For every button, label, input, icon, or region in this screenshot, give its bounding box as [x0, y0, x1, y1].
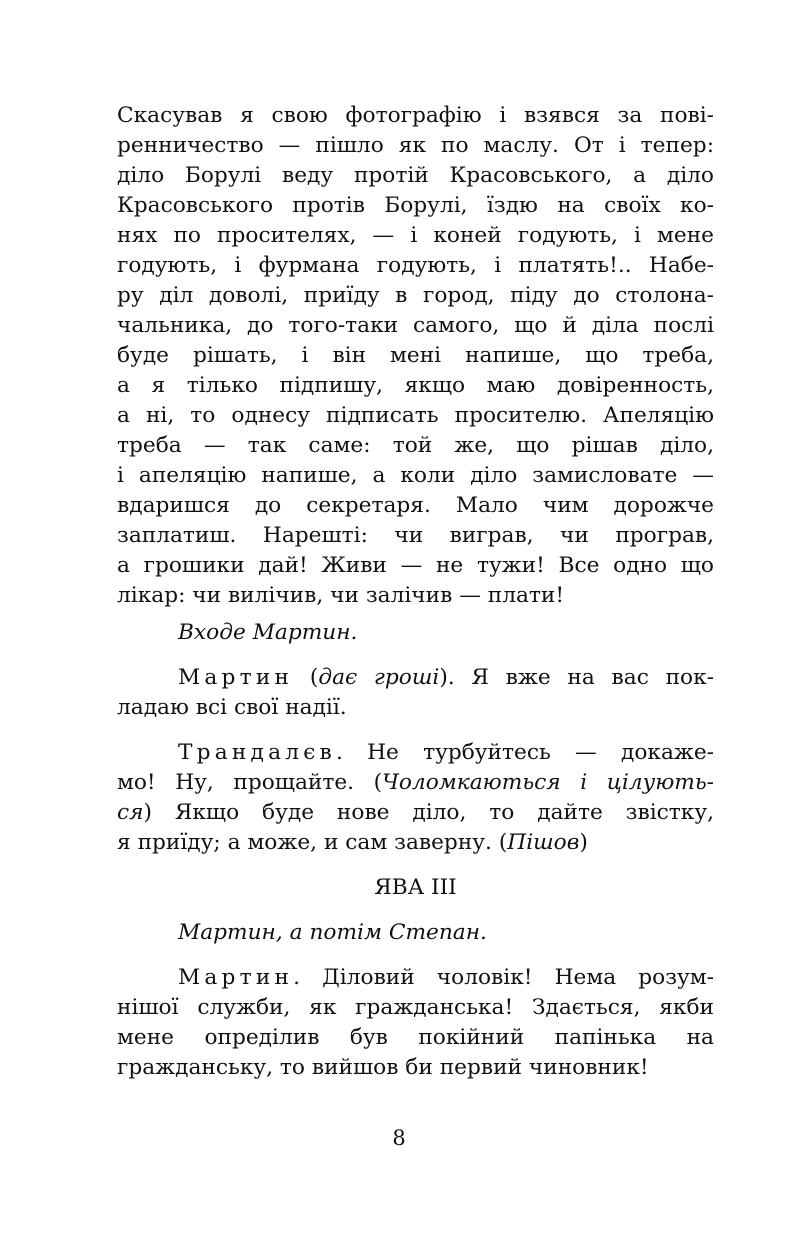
- text-line: [178, 663, 714, 693]
- speaker-name: Мартин: [178, 965, 294, 990]
- speech-text: ) Якщо буде нове діло, то дайте звістку,: [143, 800, 714, 825]
- text-line: ладаю всі свої надії.: [117, 695, 347, 720]
- text-line: [117, 798, 714, 828]
- page-number: 8: [392, 1126, 406, 1150]
- speech-text: . Не турбуйтесь — докаже-: [335, 740, 714, 765]
- text-line: нішої служби, як гражданська! Здається, якби: [117, 995, 714, 1020]
- text-line: вдаришся до секретаря. Мало чим дорожче: [117, 493, 714, 518]
- text-line: а ні, то однесу підписать просителю. Апеляцію: [117, 403, 714, 428]
- direction-open: (: [293, 665, 319, 690]
- text-line: [117, 828, 714, 858]
- text-line: а я тілько підпишу, якщо маю довіренность,: [117, 373, 714, 398]
- text-line: годують, і фурмана годують, і платять!.. Набе-: [117, 253, 714, 278]
- text-line: ренничество — пішло як по маслу. От і тепер:: [117, 133, 714, 158]
- text-line: [178, 738, 714, 768]
- text-line: а грошики дай! Живи — не тужи! Все одно що: [117, 553, 714, 578]
- stage-direction-inline: Пішов: [507, 830, 580, 855]
- speaker-name: Мартин: [178, 665, 294, 690]
- stage-direction-text: Входе Мартин.: [178, 620, 358, 645]
- stage-direction-text: Мартин, а потім Степан.: [178, 920, 487, 945]
- stage-direction-inline: Чоломкаються і цілують-: [382, 770, 714, 795]
- speech-text: мо! Ну, прощайте. (: [117, 770, 383, 795]
- text-line: діло Борулі веду протій Красовського, а діло: [117, 163, 714, 188]
- text-line: [178, 963, 714, 993]
- text-line: лікар: чи вилічив, чи залічив — плати!: [117, 583, 565, 608]
- scene-heading: ЯВА III: [374, 875, 457, 900]
- text-line: Скасував я свою фотографію і взявся за пові-: [117, 103, 714, 128]
- text-line: мене опреділив був покійний папінька на: [117, 1025, 714, 1050]
- speech-text: . Діловий чоловік! Нема розум-: [293, 965, 714, 990]
- text-line: гражданську, то вийшов би первий чиновник!: [117, 1055, 649, 1080]
- text-line: заплатиш. Нарешті: чи виграв, чи програв,: [117, 523, 714, 548]
- text-line: нях по просителях, — і коней годують, і мене: [117, 223, 714, 248]
- text-line: [117, 768, 714, 798]
- text-line: ру діл доволі, приїду в город, піду до столона-: [117, 283, 714, 308]
- text-line: Красовського протів Борулі, їздю на своїх ко-: [117, 193, 714, 218]
- stage-direction-inline: дає гроші: [318, 665, 440, 690]
- text-line: і апеляцію напише, а коли діло замисловате —: [117, 463, 714, 488]
- stage-direction-inline: ся: [117, 800, 144, 825]
- stage-direction: [178, 918, 714, 948]
- stage-direction: [178, 618, 714, 648]
- speech-text: ): [579, 830, 588, 855]
- text-line: треба — так саме: той же, що рішав діло,: [117, 433, 714, 458]
- speech-text: я приїду; а може, и сам заверну. (: [117, 830, 508, 855]
- text-line: буде рішать, і він мені напише, що треба,: [117, 343, 714, 368]
- speech-text: ). Я вже на вас пок-: [439, 665, 714, 690]
- text-line: чальника, до того-таки самого, що й діла послі: [117, 313, 714, 338]
- speaker-name: Трандалєв: [178, 740, 336, 765]
